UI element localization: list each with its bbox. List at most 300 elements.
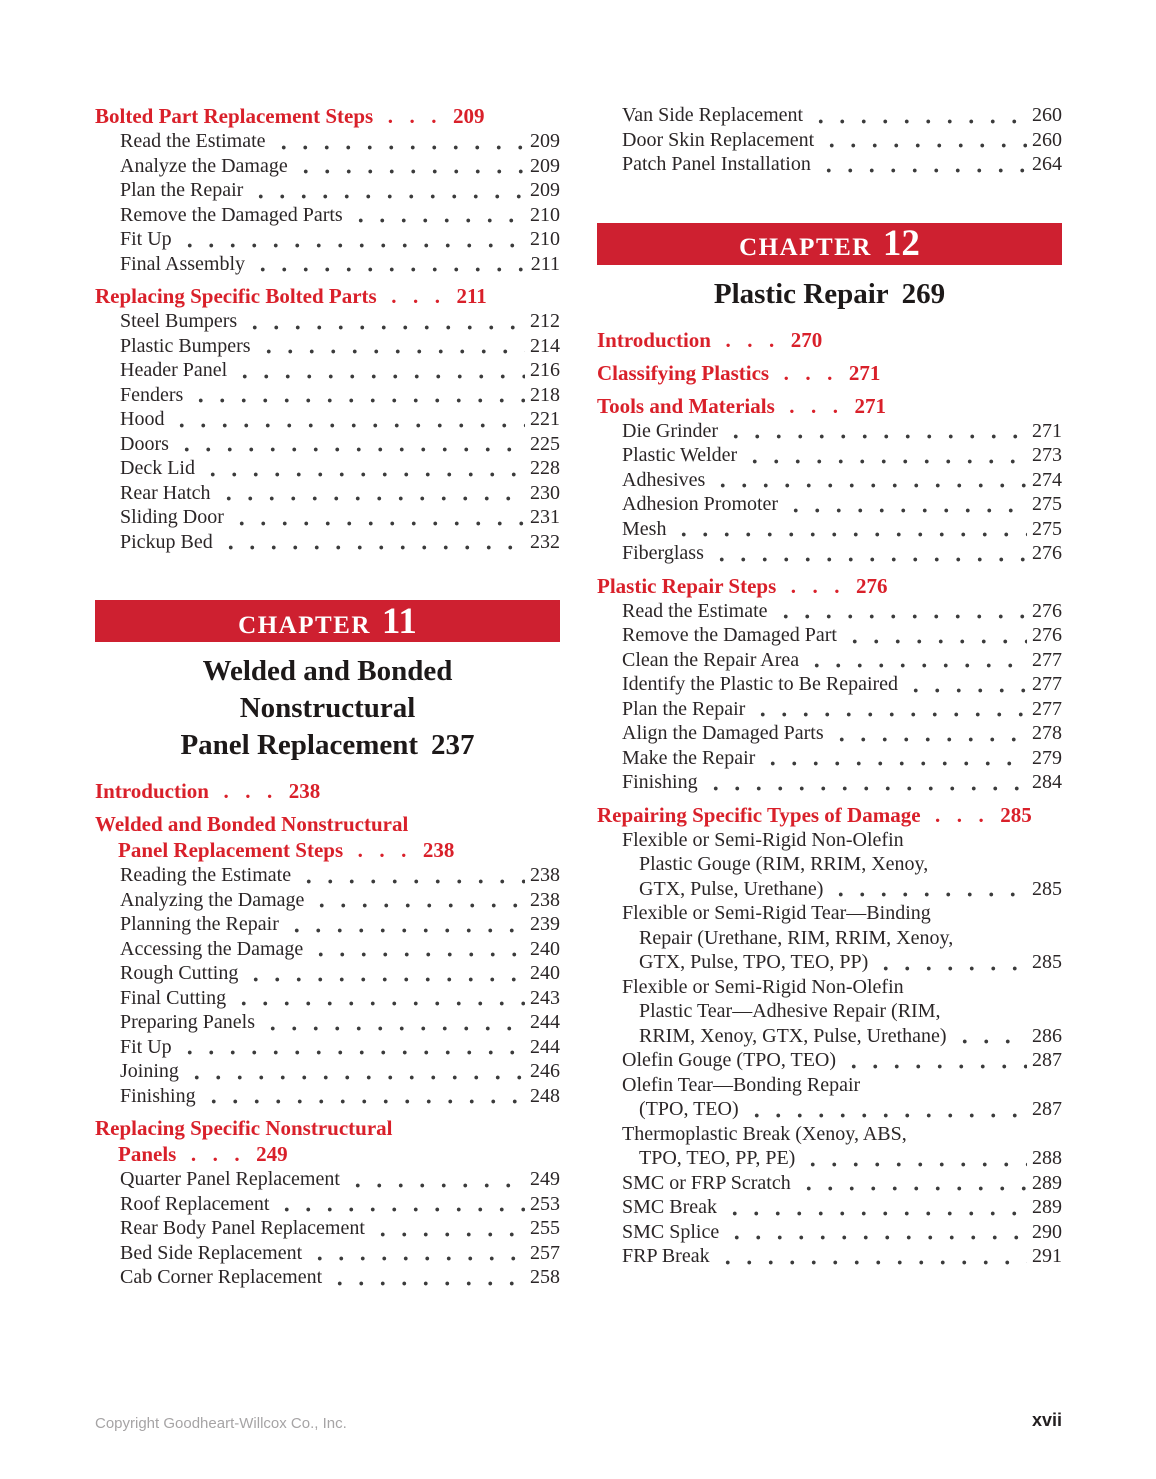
toc-entry xyxy=(597,1048,1062,1073)
entry-text: Deck Lid xyxy=(120,457,195,479)
entry-page-number: 216 xyxy=(530,359,560,381)
entry-line xyxy=(120,154,560,179)
toc-column-left xyxy=(95,103,560,1290)
heading-page-number: 270 xyxy=(790,327,823,352)
toc-entry xyxy=(95,530,560,555)
dot-leader xyxy=(171,407,525,432)
heading-dot-leader xyxy=(775,394,855,418)
dot-leader xyxy=(752,697,1027,722)
toc-entry xyxy=(95,1167,560,1192)
entry-text: Identify the Plastic to Be Repaired xyxy=(622,673,899,695)
dot-leader xyxy=(258,334,525,359)
toc-entry xyxy=(597,443,1062,468)
entry-text: Repair (Urethane, RIM, RRIM, Xenoy, xyxy=(639,926,954,949)
entry-text: GTX, Pulse, Urethane) xyxy=(639,877,824,900)
toc-entry xyxy=(597,1073,1062,1122)
chapter-title-line xyxy=(597,276,1062,313)
entry-page-number: 249 xyxy=(530,1168,560,1190)
entry-line xyxy=(120,888,560,913)
heading-dot-leader xyxy=(373,104,453,128)
entry-text: Plastic Welder xyxy=(622,444,738,466)
dot-leader xyxy=(712,468,1027,493)
heading-page-number: 249 xyxy=(256,1142,288,1166)
toc-entry xyxy=(95,456,560,481)
toc-entry xyxy=(95,154,560,179)
toc-entry xyxy=(597,468,1062,493)
dot-leader xyxy=(310,937,525,962)
entry-page-number: 246 xyxy=(530,1060,560,1082)
entry-line xyxy=(120,1084,560,1109)
entry-line xyxy=(622,926,1062,951)
entry-page-number: 225 xyxy=(530,432,560,455)
entry-text: Cab Corner Replacement xyxy=(120,1266,323,1288)
toc-entry xyxy=(95,912,560,937)
entry-text: Plastic Gouge (RIM, RRIM, Xenoy, xyxy=(639,853,929,875)
entry-text: Plan the Repair xyxy=(120,179,244,201)
entry-page-number: 209 xyxy=(530,130,560,152)
entry-text: Finishing xyxy=(622,771,698,793)
entry-line xyxy=(120,252,560,277)
dot-leader xyxy=(276,1192,525,1217)
chapter-title-text: Plastic Repair xyxy=(713,277,889,310)
chapter-title-text: Welded and Bonded xyxy=(202,655,453,687)
dot-leader xyxy=(705,770,1027,795)
entry-text: Adhesion Promoter xyxy=(622,493,779,515)
entry-text: Van Side Replacement xyxy=(622,104,804,126)
entry-line xyxy=(622,746,1062,771)
heading-dot-leader xyxy=(209,779,289,803)
dot-leader xyxy=(818,152,1027,177)
heading-line xyxy=(95,1115,560,1141)
dot-leader xyxy=(309,1241,525,1266)
toc-entry xyxy=(95,358,560,383)
dot-leader xyxy=(220,530,525,555)
entry-line xyxy=(622,419,1062,444)
toc-column-right xyxy=(597,103,1062,1290)
entry-page-number: 285 xyxy=(1032,877,1062,900)
entry-text: Mesh xyxy=(622,517,667,540)
entry-page-number: 260 xyxy=(1032,128,1062,151)
entry-text: Patch Panel Installation xyxy=(622,153,811,175)
entry-text: Rear Body Panel Replacement xyxy=(120,1217,365,1239)
dot-leader xyxy=(724,1195,1027,1220)
toc-section-heading xyxy=(597,802,1062,828)
entry-text: Fiberglass xyxy=(622,542,704,564)
entry-page-number: 255 xyxy=(530,1217,560,1239)
toc-entry xyxy=(95,1084,560,1109)
entry-text: Flexible or Semi-Rigid Non-Olefin xyxy=(622,975,904,998)
chapter-block xyxy=(95,600,560,764)
heading-page-number: 271 xyxy=(848,360,881,385)
entry-text: Roof Replacement xyxy=(120,1192,270,1215)
entry-text: Die Grinder xyxy=(622,419,719,442)
toc-entry xyxy=(95,961,560,986)
entry-line xyxy=(622,541,1062,566)
entry-line xyxy=(622,852,1062,877)
entry-text: Plan the Repair xyxy=(622,697,746,720)
dot-leader xyxy=(244,309,525,334)
entry-text: Rear Hatch xyxy=(120,481,211,504)
dot-leader xyxy=(775,599,1027,624)
entry-page-number: 231 xyxy=(530,506,560,528)
toc-entry xyxy=(597,1220,1062,1245)
chapter-title-text: Nonstructural xyxy=(239,692,416,724)
entry-line xyxy=(622,468,1062,493)
toc-section-heading xyxy=(597,360,1062,386)
entry-line xyxy=(622,1195,1062,1220)
entry-line xyxy=(120,432,560,457)
toc-entry xyxy=(597,721,1062,746)
toc-entry xyxy=(597,975,1062,1049)
heading-line xyxy=(597,327,1062,353)
heading-page-number: 276 xyxy=(856,573,888,598)
entry-text: Reading the Estimate xyxy=(120,864,292,886)
heading-line xyxy=(95,103,560,129)
toc-entry xyxy=(95,1241,560,1266)
heading-dot-leader xyxy=(776,574,856,598)
heading-line xyxy=(597,393,1062,419)
entry-line xyxy=(622,975,1062,1000)
toc-entry xyxy=(95,1059,560,1084)
entry-line xyxy=(622,672,1062,697)
toc-entry xyxy=(95,1035,560,1060)
entry-text: Door Skin Replacement xyxy=(622,128,815,151)
dot-leader xyxy=(262,1010,525,1035)
entry-page-number: 221 xyxy=(530,408,560,430)
toc-entry xyxy=(95,178,560,203)
heading-text: Introduction xyxy=(95,779,209,803)
entry-text: Sliding Door xyxy=(120,506,224,528)
toc-entry xyxy=(95,129,560,154)
dot-leader xyxy=(179,227,525,252)
footer-copyright: Copyright Goodheart-Willcox Co., Inc. xyxy=(95,1415,347,1432)
heading-text: Repairing Specific Types of Damage xyxy=(597,802,921,827)
heading-text: Panel Replacement Steps xyxy=(118,838,344,862)
dot-leader xyxy=(295,154,525,179)
heading-page-number: 271 xyxy=(854,393,886,418)
chapter-title-text: Panel Replacement xyxy=(180,729,419,761)
entry-line xyxy=(120,1167,560,1192)
entry-page-number: 209 xyxy=(530,154,560,177)
toc-entry xyxy=(95,227,560,252)
entry-text: Read the Estimate xyxy=(622,599,768,622)
entry-page-number: 273 xyxy=(1032,444,1062,466)
heading-text: Classifying Plastics xyxy=(597,360,770,385)
entry-text: Remove the Damaged Part xyxy=(622,624,837,646)
dot-leader xyxy=(350,203,525,228)
toc-entry xyxy=(597,599,1062,624)
dot-leader xyxy=(762,746,1027,771)
toc-entry xyxy=(95,1265,560,1290)
entry-page-number: 285 xyxy=(1032,951,1062,973)
toc-section-heading xyxy=(95,1115,560,1167)
entry-page-number: 274 xyxy=(1032,468,1062,491)
entry-text: Preparing Panels xyxy=(120,1011,255,1033)
dot-leader xyxy=(954,1024,1027,1049)
entry-page-number: 276 xyxy=(1032,624,1062,646)
heading-page-number: 211 xyxy=(456,284,487,308)
toc-entry xyxy=(597,128,1062,153)
dot-leader xyxy=(875,950,1027,975)
dot-leader xyxy=(311,888,525,913)
toc-entry xyxy=(597,152,1062,177)
entry-page-number: 253 xyxy=(530,1192,560,1215)
heading-line xyxy=(95,778,560,804)
entry-line xyxy=(120,1241,560,1266)
entry-text: Fit Up xyxy=(120,1035,172,1058)
dot-leader xyxy=(186,1059,525,1084)
chapter-page-number: 269 xyxy=(901,277,946,310)
entry-text: Analyze the Damage xyxy=(120,154,288,177)
entry-text: Final Assembly xyxy=(120,252,246,275)
entry-text: Analyzing the Damage xyxy=(120,888,305,911)
dot-leader xyxy=(190,383,525,408)
entry-page-number: 238 xyxy=(530,864,560,886)
entry-text: Clean the Repair Area xyxy=(622,648,800,671)
toc-entry xyxy=(597,770,1062,795)
entry-page-number: 257 xyxy=(530,1241,560,1264)
entry-page-number: 232 xyxy=(530,530,560,553)
dot-leader xyxy=(810,103,1027,128)
heading-text: Introduction xyxy=(597,327,711,352)
chapter-banner-label: CHAPTER xyxy=(739,234,872,261)
heading-page-number: 285 xyxy=(1000,802,1032,827)
entry-page-number: 240 xyxy=(530,937,560,960)
entry-line xyxy=(622,443,1062,468)
entry-line xyxy=(622,1146,1062,1171)
toc-entry xyxy=(597,746,1062,771)
entry-text: (TPO, TEO) xyxy=(639,1098,739,1120)
dot-leader xyxy=(843,1048,1027,1073)
entry-page-number: 289 xyxy=(1032,1171,1062,1194)
dot-leader xyxy=(347,1167,525,1192)
entry-line xyxy=(120,863,560,888)
dot-leader xyxy=(329,1265,525,1290)
toc-entry xyxy=(597,492,1062,517)
toc-section-heading xyxy=(95,778,560,804)
entry-line xyxy=(120,1265,560,1290)
entry-page-number: 279 xyxy=(1032,746,1062,769)
entry-page-number: 214 xyxy=(530,334,560,357)
dot-leader xyxy=(821,128,1027,153)
heading-dot-leader xyxy=(921,803,1001,827)
toc-entry xyxy=(95,203,560,228)
heading-page-number: 238 xyxy=(422,838,455,862)
heading-line xyxy=(597,573,1062,599)
dot-leader xyxy=(717,1244,1027,1269)
entry-text: Hood xyxy=(120,408,165,430)
entry-line xyxy=(120,986,560,1011)
toc-entry xyxy=(95,407,560,432)
entry-page-number: 286 xyxy=(1032,1024,1062,1047)
heading-text: Plastic Repair Steps xyxy=(597,573,777,598)
entry-page-number: 209 xyxy=(530,179,560,201)
dot-leader xyxy=(831,721,1027,746)
entry-text: Fenders xyxy=(120,383,184,406)
toc-entry xyxy=(95,986,560,1011)
entry-line xyxy=(622,697,1062,722)
toc-entry xyxy=(597,517,1062,542)
heading-line xyxy=(597,360,1062,386)
entry-line xyxy=(120,358,560,383)
entry-line xyxy=(622,999,1062,1024)
heading-page-number: 209 xyxy=(452,104,485,128)
entry-line xyxy=(622,1024,1062,1049)
entry-text: Final Cutting xyxy=(120,986,227,1009)
heading-line xyxy=(95,811,560,837)
dot-leader xyxy=(286,912,525,937)
entry-page-number: 291 xyxy=(1032,1245,1062,1267)
toc-page-body xyxy=(95,103,1062,1290)
toc-entry xyxy=(95,1192,560,1217)
toc-entry xyxy=(597,623,1062,648)
entry-page-number: 275 xyxy=(1032,517,1062,540)
dot-leader xyxy=(806,648,1027,673)
heading-dot-leader xyxy=(377,284,457,308)
entry-line xyxy=(622,1244,1062,1269)
chapter-page-number: 237 xyxy=(431,729,475,761)
entry-text: Plastic Bumpers xyxy=(120,334,251,357)
entry-page-number: 238 xyxy=(530,888,560,911)
entry-line xyxy=(622,1220,1062,1245)
entry-page-number: 244 xyxy=(530,1035,560,1058)
heading-text: Welded and Bonded Nonstructural xyxy=(95,812,409,836)
toc-entry xyxy=(597,419,1062,444)
entry-text: Rough Cutting xyxy=(120,962,239,984)
heading-dot-leader xyxy=(176,1142,256,1166)
heading-line xyxy=(95,837,560,863)
entry-page-number: 287 xyxy=(1032,1049,1062,1071)
entry-page-number: 210 xyxy=(530,203,560,226)
entry-text: Adhesives xyxy=(622,468,706,491)
entry-page-number: 277 xyxy=(1032,648,1062,671)
dot-leader xyxy=(746,1097,1027,1122)
chapter-block xyxy=(597,223,1062,313)
entry-page-number: 287 xyxy=(1032,1098,1062,1120)
toc-entry xyxy=(95,1216,560,1241)
dot-leader xyxy=(726,1220,1027,1245)
heading-text: Tools and Materials xyxy=(597,393,775,418)
entry-text: Steel Bumpers xyxy=(120,310,238,332)
entry-text: GTX, Pulse, TPO, TEO, PP) xyxy=(639,951,869,973)
entry-page-number: 230 xyxy=(530,481,560,504)
toc-entry xyxy=(597,828,1062,902)
chapter-banner-text xyxy=(238,600,417,643)
entry-text: Flexible or Semi-Rigid Tear—Binding xyxy=(622,902,931,924)
toc-entry xyxy=(597,1195,1062,1220)
entry-text: SMC Break xyxy=(622,1196,717,1218)
dot-leader xyxy=(673,517,1027,542)
toc-entry xyxy=(597,901,1062,975)
entry-text: SMC Splice xyxy=(622,1220,720,1243)
entry-line xyxy=(622,770,1062,795)
entry-line xyxy=(622,492,1062,517)
entry-page-number: 290 xyxy=(1032,1220,1062,1243)
dot-leader xyxy=(231,505,525,530)
entry-text: RRIM, Xenoy, GTX, Pulse, Urethane) xyxy=(639,1024,947,1047)
chapter-banner-text xyxy=(739,222,920,265)
toc-entry xyxy=(597,541,1062,566)
dot-leader xyxy=(905,672,1027,697)
chapter-banner-label: CHAPTER xyxy=(238,611,371,639)
entry-page-number: 218 xyxy=(530,383,560,406)
toc-entry xyxy=(95,863,560,888)
entry-page-number: 228 xyxy=(530,457,560,479)
entry-text: Flexible or Semi-Rigid Non-Olefin xyxy=(622,828,904,851)
entry-page-number: 244 xyxy=(530,1011,560,1033)
entry-line xyxy=(120,309,560,334)
dot-leader xyxy=(218,481,525,506)
heading-text: Bolted Part Replacement Steps xyxy=(95,104,374,128)
entry-line xyxy=(120,505,560,530)
chapter-banner xyxy=(95,600,560,642)
dot-leader xyxy=(245,961,525,986)
toc-entry xyxy=(597,103,1062,128)
toc-section-heading xyxy=(95,103,560,129)
dot-leader xyxy=(234,358,525,383)
entry-text: Remove the Damaged Parts xyxy=(120,203,343,226)
toc-section-heading xyxy=(95,811,560,863)
heading-line xyxy=(95,283,560,309)
toc-entry xyxy=(597,1171,1062,1196)
heading-text: Replacing Specific Nonstructural xyxy=(95,1116,393,1140)
entry-page-number: 276 xyxy=(1032,599,1062,622)
dot-leader xyxy=(725,419,1027,444)
entry-page-number: 271 xyxy=(1032,419,1062,442)
entry-text: Olefin Tear—Bonding Repair xyxy=(622,1073,861,1096)
entry-text: Header Panel xyxy=(120,359,228,381)
toc-entry xyxy=(95,432,560,457)
entry-page-number: 243 xyxy=(530,986,560,1009)
toc-entry xyxy=(95,383,560,408)
entry-line xyxy=(120,961,560,986)
entry-line xyxy=(120,912,560,937)
chapter-title-line xyxy=(95,727,560,764)
entry-text: Olefin Gouge (TPO, TEO) xyxy=(622,1049,837,1071)
entry-line xyxy=(622,1073,1062,1098)
entry-page-number: 289 xyxy=(1032,1196,1062,1218)
entry-text: Accessing the Damage xyxy=(120,937,304,960)
entry-text: Make the Repair xyxy=(622,746,756,769)
entry-page-number: 277 xyxy=(1032,673,1062,695)
entry-text: Joining xyxy=(120,1060,179,1082)
toc-entry xyxy=(95,309,560,334)
toc-entry xyxy=(95,1010,560,1035)
entry-line xyxy=(622,877,1062,902)
entry-line xyxy=(120,937,560,962)
dot-leader xyxy=(176,432,525,457)
entry-page-number: 275 xyxy=(1032,493,1062,515)
dot-leader xyxy=(798,1171,1027,1196)
heading-text: Replacing Specific Bolted Parts xyxy=(95,284,377,308)
entry-text: FRP Break xyxy=(622,1245,710,1267)
toc-section-heading xyxy=(95,283,560,309)
toc-entry xyxy=(597,1122,1062,1171)
toc-entry xyxy=(597,648,1062,673)
entry-line xyxy=(622,1171,1062,1196)
toc-section-heading xyxy=(597,327,1062,353)
entry-line xyxy=(120,456,560,481)
chapter-title-line xyxy=(95,653,560,690)
dot-leader xyxy=(203,1084,525,1109)
entry-page-number: 278 xyxy=(1032,722,1062,744)
toc-entry xyxy=(597,672,1062,697)
entry-line xyxy=(120,1192,560,1217)
toc-entry xyxy=(95,252,560,277)
chapter-banner xyxy=(597,223,1062,265)
toc-entry xyxy=(95,937,560,962)
entry-line xyxy=(622,901,1062,926)
